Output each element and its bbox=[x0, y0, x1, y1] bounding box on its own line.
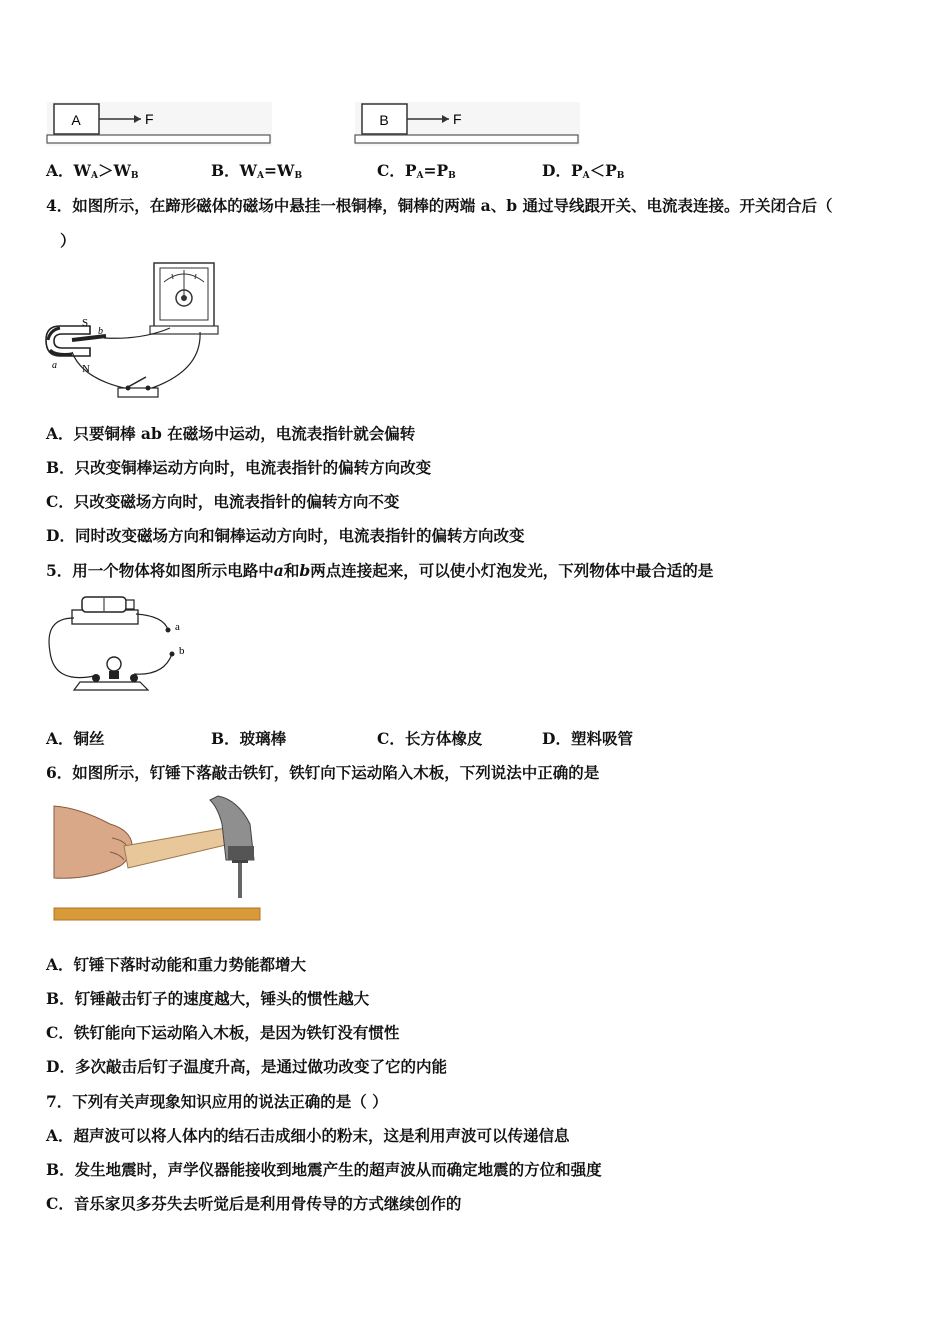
block-b-label: B bbox=[379, 112, 389, 128]
q4-option-b: B．只改变铜棒运动方向时，电流表指针的偏转方向改变 bbox=[46, 458, 432, 477]
q3-option-c: C．$P_A=P_B$ bbox=[377, 161, 456, 181]
q6-hammer-figure bbox=[50, 794, 264, 926]
rod-end-b-label: b bbox=[98, 326, 103, 337]
magnet-s-label: S bbox=[82, 317, 89, 329]
q4-option-c: C．只改变磁场方向时，电流表指针的偏转方向不变 bbox=[46, 492, 400, 511]
q4-figure bbox=[42, 260, 222, 408]
q3-figure-a bbox=[44, 100, 276, 148]
q5-option-b: B．玻璃棒 bbox=[211, 729, 287, 748]
q5-option-c: C．长方体橡皮 bbox=[377, 729, 483, 748]
q4-option-a: A．只要铜棒 ab 在磁场中运动，电流表指针就会偏转 bbox=[46, 424, 416, 443]
terminal-b-label: b bbox=[179, 645, 185, 657]
force-label-b: F bbox=[453, 111, 462, 127]
q7-option-b: B．发生地震时，声学仪器能接收到地震产生的超声波从而确定地震的方位和强度 bbox=[46, 1160, 602, 1179]
q4-option-d: D．同时改变磁场方向和铜棒运动方向时，电流表指针的偏转方向改变 bbox=[46, 526, 525, 545]
q3-option-d: D．$P_A<P_B$ bbox=[542, 161, 625, 181]
q4-stem-end: ） bbox=[60, 231, 76, 250]
q7-option-a: A．超声波可以将人体内的结石击成细小的粉末，这是利用声波可以传递信息 bbox=[46, 1126, 570, 1145]
q3-option-b: B．$W_A=W_B$ bbox=[211, 161, 303, 181]
q6-option-d: D．多次敲击后钉子温度升高，是通过做功改变了它的内能 bbox=[46, 1057, 447, 1076]
rod-end-a-label: a bbox=[52, 360, 57, 371]
force-label-a: F bbox=[145, 111, 154, 127]
q3-option-a: A．$W_A>W_B$ bbox=[46, 161, 139, 181]
q7-stem: 7．下列有关声现象知识应用的说法正确的是（ ） bbox=[46, 1092, 388, 1111]
q6-stem: 6．如图所示，钉锤下落敲击铁钉，铁钉向下运动陷入木板，下列说法中正确的是 bbox=[46, 763, 600, 782]
q5-option-d: D．塑料吸管 bbox=[542, 729, 633, 748]
q3-figure-b bbox=[352, 100, 584, 148]
q5-stem: 5．用一个物体将如图所示电路中a和b两点连接起来，可以使小灯泡发光，下列物体中最合适的是 bbox=[46, 561, 714, 580]
q5-figure bbox=[44, 592, 204, 700]
q4-stem: 4．如图所示，在蹄形磁体的磁场中悬挂一根铜棒，铜棒的两端 a、b 通过导线跟开关、电流表连接。开关闭合后（ bbox=[46, 196, 833, 215]
terminal-a-label: a bbox=[175, 621, 180, 633]
q5-option-a: A．铜丝 bbox=[46, 729, 105, 748]
q7-option-c: C．音乐家贝多芬失去听觉后是利用骨传导的方式继续创作的 bbox=[46, 1194, 462, 1213]
magnet-n-label: N bbox=[82, 363, 90, 375]
q6-option-c: C．铁钉能向下运动陷入木板，是因为铁钉没有惯性 bbox=[46, 1023, 400, 1042]
q6-option-b: B．钉锤敲击钉子的速度越大，锤头的惯性越大 bbox=[46, 989, 370, 1008]
block-a-label: A bbox=[71, 112, 81, 128]
q6-option-a: A．钉锤下落时动能和重力势能都增大 bbox=[46, 955, 307, 974]
